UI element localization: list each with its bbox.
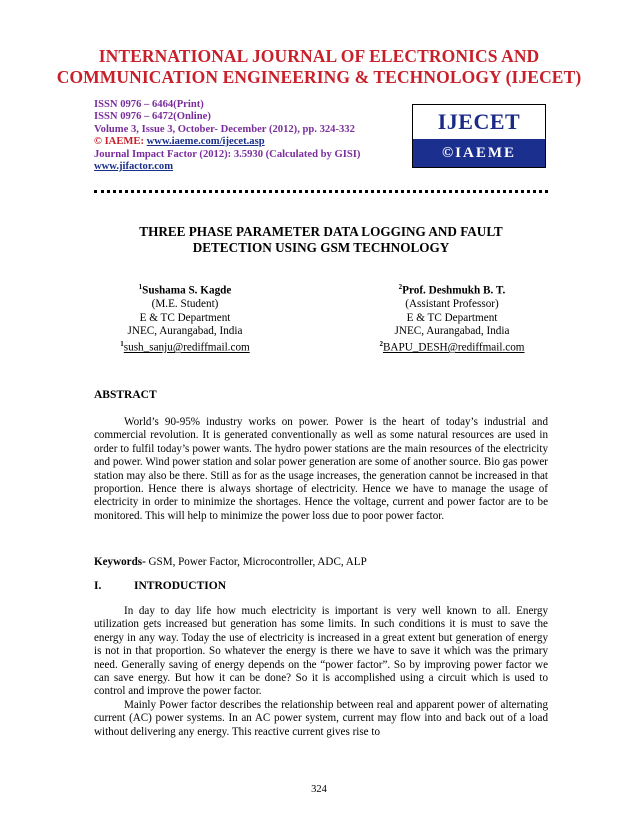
author-dept: E & TC Department — [406, 311, 498, 324]
introduction-heading — [94, 580, 226, 592]
abstract-heading: ABSTRACT — [94, 389, 157, 401]
author-email-sup: 1 — [120, 340, 124, 349]
author-block-1 — [100, 281, 270, 356]
page-number: 324 — [311, 784, 327, 795]
journal-title-line1: INTERNATIONAL JOURNAL OF ELECTRONICS AND — [98, 46, 540, 66]
author-institution: JNEC, Aurangabad, India — [394, 324, 510, 337]
author-affil-sup: 2 — [398, 283, 403, 291]
logo-wordmark: IJECET — [437, 109, 521, 134]
author-role: (Assistant Professor) — [405, 298, 499, 311]
author-email[interactable]: BAPU_DESH@rediffmail.com — [382, 342, 525, 355]
introduction-body — [94, 605, 548, 739]
issn-online: ISSN 0976 – 6472(Online) — [94, 111, 211, 123]
intro-paragraph-1: In day to day life how much electricity is important is very well known to all. Energy utilization gets increased but generation has some limits. In such conditions it is must to save the energy in any way. Today the use of electricity is increased in a great extent but generation of energy is not in that proportion. So whatever the energy is there we have to save it which was the primary need. Generally saving of energy depends on the “power factor”. So by improving power factor we can save energy. But how it can be done? So it is accomplished using a circuit which is used to control and improve the power factor. — [94, 605, 548, 698]
volume-info: Volume 3, Issue 3, October- December (2012), pp. 324-332 — [94, 123, 355, 135]
keywords-text: GSM, Power Factor, Microcontroller, ADC, ALP — [145, 556, 367, 568]
journal-title — [30, 46, 608, 88]
paper-title-line2: DETECTION USING GSM TECHNOLOGY — [192, 240, 450, 255]
intro-paragraph-2: Mainly Power factor describes the relationship between real and apparent power of alternating current (AC) power systems. In an AC power system, current may flow into and back out of a load without delivering any energy. This reactive current gives rise to — [94, 698, 548, 738]
header-divider — [94, 190, 548, 193]
iaeme-label: © IAEME: — [94, 136, 147, 148]
paper-title-line1: THREE PHASE PARAMETER DATA LOGGING AND FAULT — [139, 224, 503, 239]
keywords-line — [94, 556, 367, 568]
author-email[interactable]: sush_sanju@rediffmail.com — [123, 342, 250, 355]
journal-logo — [412, 104, 546, 168]
paper-title — [94, 224, 548, 256]
section-number: I. — [94, 580, 102, 592]
jifactor-link[interactable]: www.jifactor.com — [94, 161, 174, 173]
author-institution: JNEC, Aurangabad, India — [127, 324, 243, 337]
journal-meta — [94, 99, 360, 173]
iaeme-line — [94, 136, 360, 148]
author-role: (M.E. Student) — [151, 298, 219, 311]
section-title: INTRODUCTION — [134, 580, 227, 592]
author-email-line — [362, 338, 542, 355]
impact-factor: Journal Impact Factor (2012): 3.5930 (Calculated by GISI) — [94, 148, 361, 160]
author-email-sup: 2 — [379, 340, 383, 349]
logo-publisher: ©IAEME — [413, 139, 545, 167]
author-dept: E & TC Department — [139, 311, 231, 324]
jifactor-line — [94, 161, 360, 173]
author-affil-sup: 1 — [138, 283, 143, 291]
abstract-text: World’s 90-95% industry works on power. Power is the heart of today’s industrial and commercial revolution. It is generated conventionally as well as some natural resources are used in order to fulfil today’s power wants. The hydro power stations are the main resources of the electricity and power. Wind power station and solar power generation are some of another source. Bio gas power station may also be there. Still as for as the usage increases, the generation cannot be increased in that proportion. Hence there is always shortage of electricity. Hence we have to manage the usage of electricity in order to minimize the shortages. Hence the voltage, current and power factor are to be monitored. This will help to minimize the power loss due to poor power factor. — [94, 416, 548, 522]
iaeme-link[interactable]: www.iaeme.com/ijecet.asp — [146, 136, 265, 148]
keywords-label: Keywords- — [94, 556, 146, 568]
issn-print: ISSN 0976 – 6464(Print) — [94, 99, 204, 110]
journal-title-line2: COMMUNICATION ENGINEERING & TECHNOLOGY (IJECET) — [56, 67, 582, 87]
author-block-2 — [362, 281, 542, 356]
author-name: $^1$Sushama S. Kagde — [138, 283, 232, 297]
author-name: $^2$Prof. Deshmukh B. T. — [398, 283, 506, 297]
author-email-line — [100, 338, 270, 355]
